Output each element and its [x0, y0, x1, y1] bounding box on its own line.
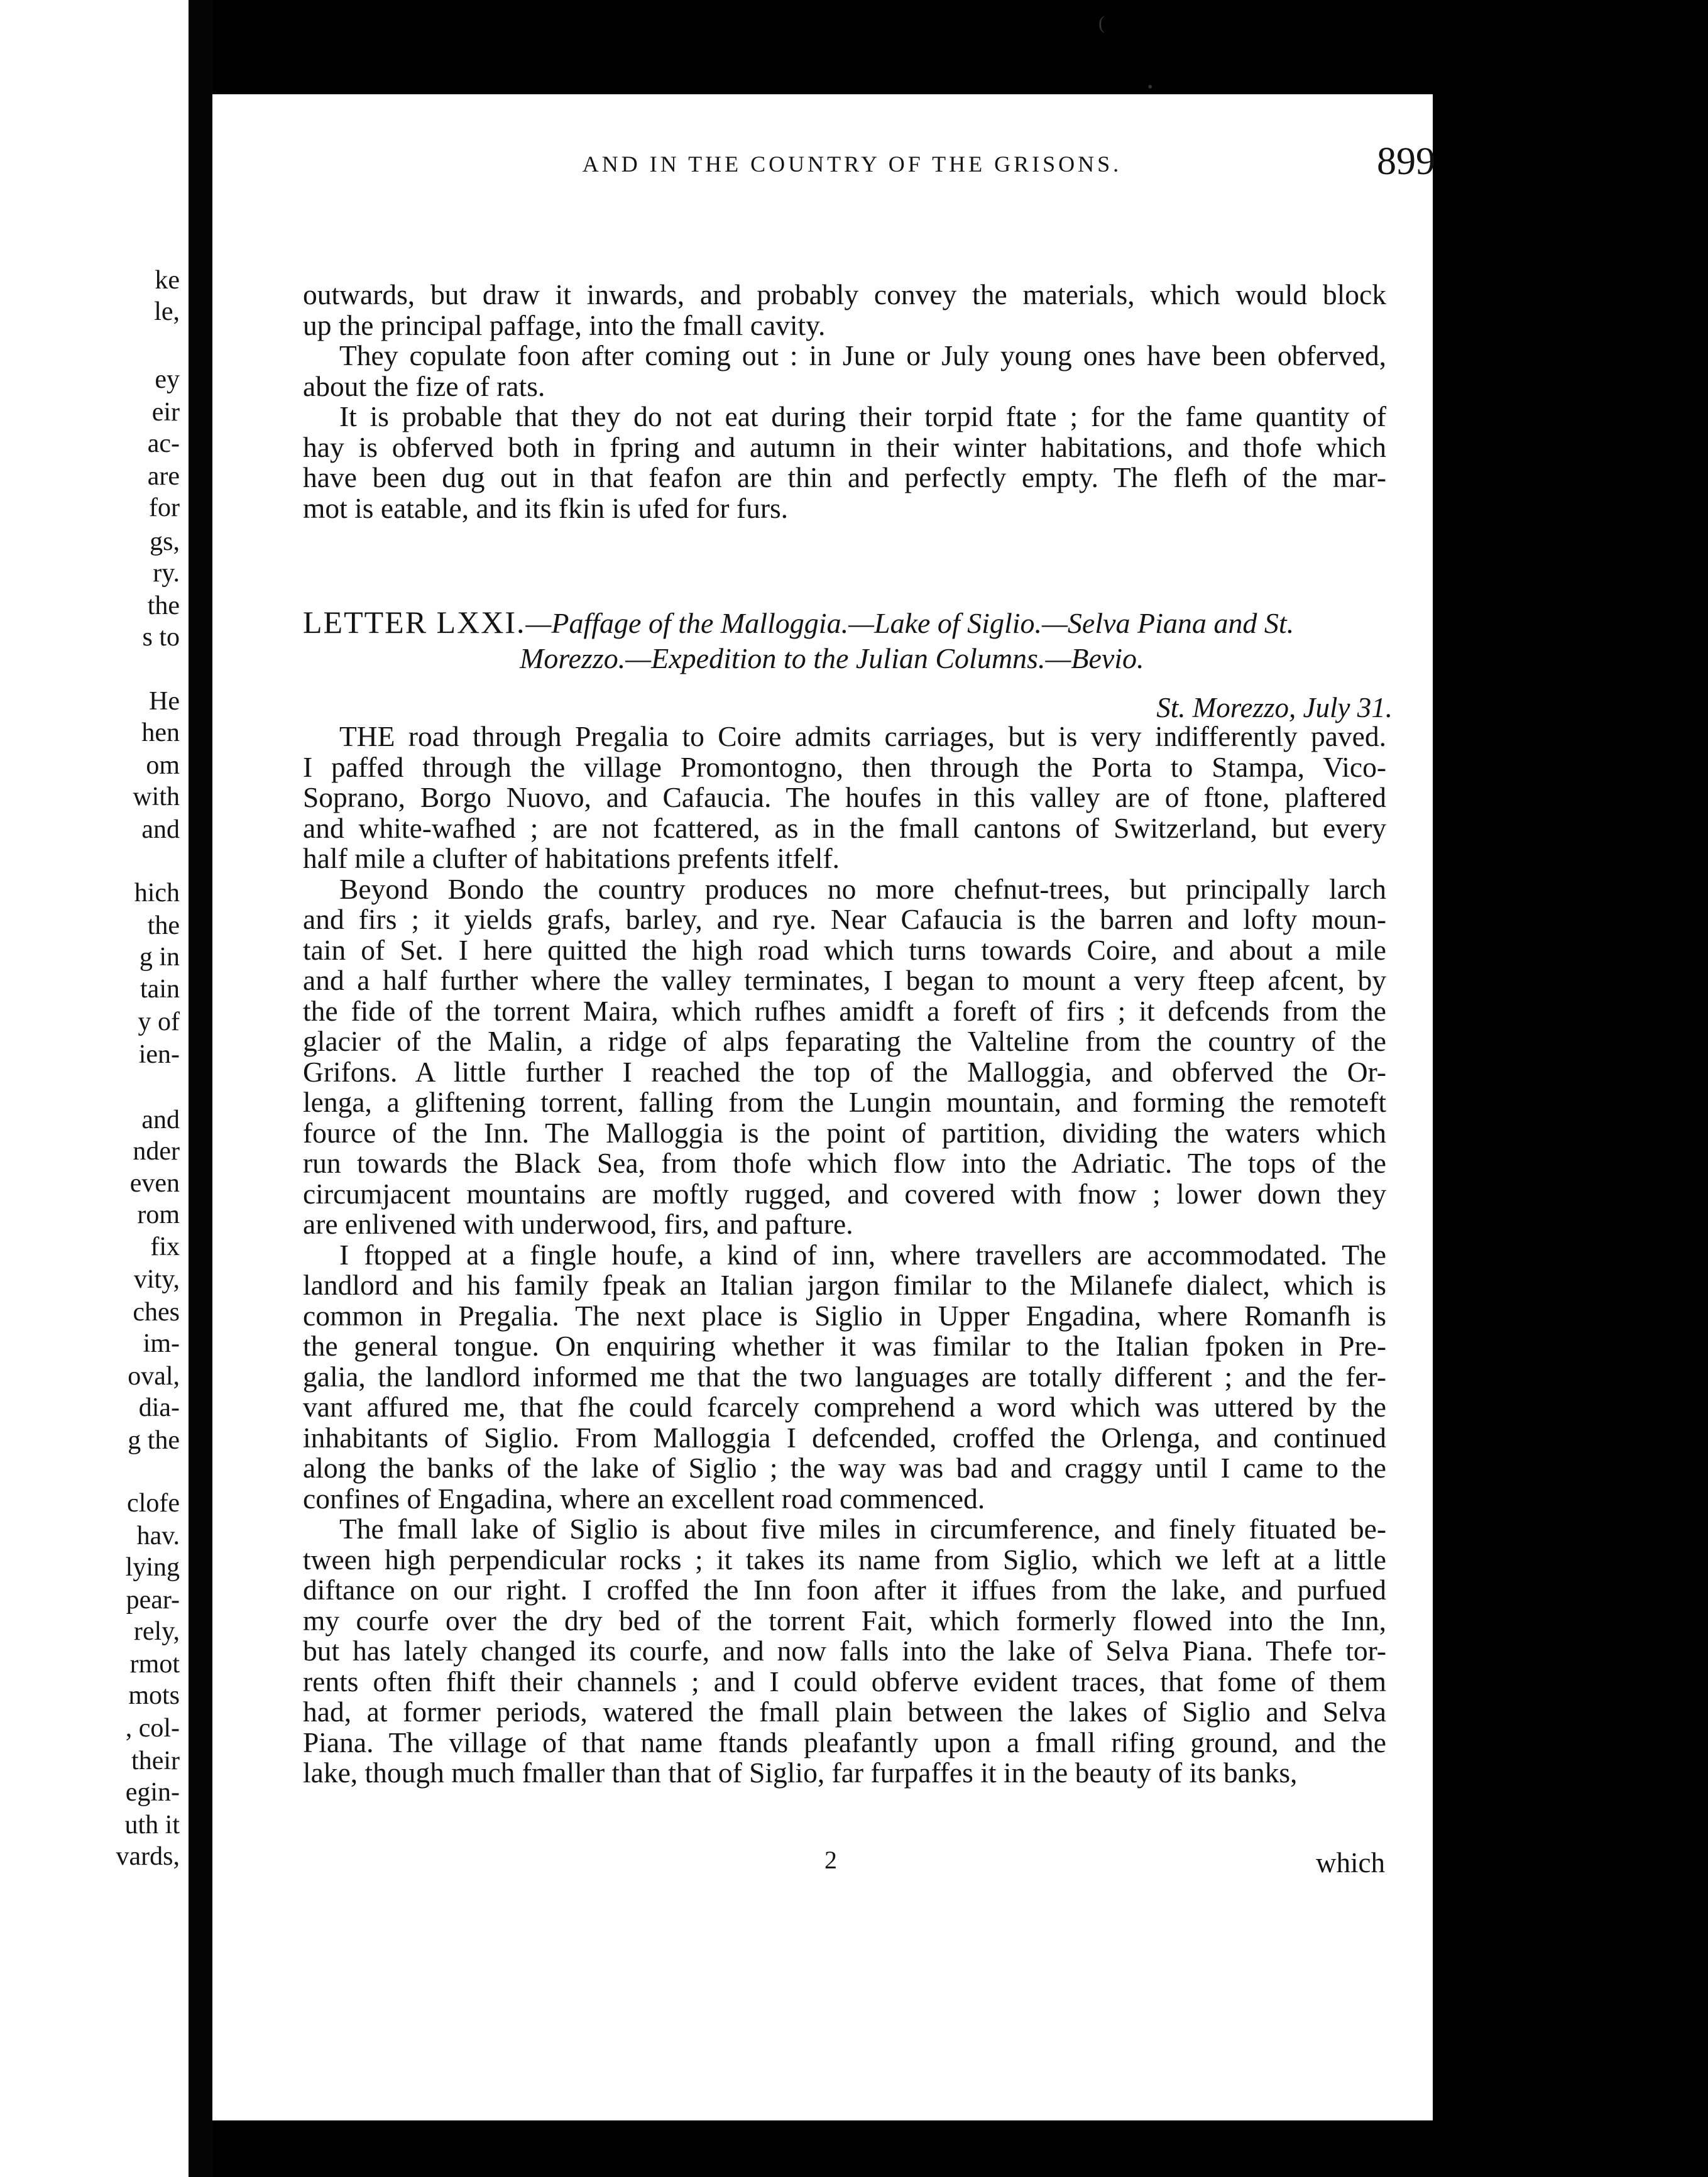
facing-page-line: the — [147, 591, 180, 620]
facing-page-line: rely, — [133, 1617, 180, 1646]
paragraph-first-line: It is probable that they do not eat during their torpid ftate ; for the fame quantity of — [339, 400, 1386, 432]
facing-page-line: eir — [151, 398, 180, 427]
text-line: diftance on our right. I croffed the Inn foon after it iffues from the lake, and purfued — [303, 1574, 1386, 1606]
letter-dateline: St. Morezzo, July 31. — [1156, 692, 1393, 723]
paragraph-first-line: I ftopped at a fingle houfe, a kind of inn, where travellers are accommodated. The — [339, 1238, 1386, 1271]
facing-page-line: dia- — [138, 1393, 180, 1422]
text-line: I paffed through the village Promontogno, then through the Porta to Stampa, Vico- — [303, 750, 1386, 783]
text-line: up the principal paffage, into the fmall cavity. — [303, 309, 826, 341]
text-line: Grifons. A little further I reached the top of the Malloggia, and obferved the Or- — [303, 1055, 1386, 1088]
text-line: landlord and his family fpeak an Italian jargon fimilar to the Milanefe dialect, which is — [303, 1269, 1386, 1301]
facing-page-line: tain — [140, 975, 180, 1004]
catchword: which — [1316, 1847, 1385, 1878]
facing-page-line: the — [147, 911, 180, 940]
text-line: Piana. The village of that name ftands pleafantly upon a fmall rifing ground, and the — [303, 1726, 1386, 1758]
facing-page-line: and — [141, 815, 180, 844]
facing-page-line: pear- — [126, 1586, 180, 1615]
facing-page-line: hich — [134, 879, 180, 908]
facing-page-fragment — [0, 0, 189, 2177]
facing-page-line: ry. — [153, 559, 180, 588]
facing-page-line: g in — [139, 943, 180, 972]
facing-page-line: vards, — [116, 1842, 180, 1871]
facing-page-line: le, — [154, 297, 180, 326]
paragraph-first-line: The fmall lake of Siglio is about five miles in circumference, and finely fituated be- — [339, 1513, 1386, 1545]
signature-mark: 2 — [824, 1846, 837, 1874]
running-head — [362, 140, 1443, 184]
text-line: about the fize of rats. — [303, 370, 545, 402]
facing-page-line: lying — [125, 1553, 180, 1582]
text-line: mot is eatable, and its fkin is ufed for furs. — [303, 491, 789, 524]
facing-page-line: hen — [141, 718, 180, 747]
text-line: vant affured me, that fhe could fcarcely comprehend a word which was uttered by the — [303, 1391, 1386, 1423]
text-line: common in Pregalia. The next place is Siglio in Upper Engadina, where Romanfh is — [303, 1299, 1386, 1332]
text-line: inhabitants of Siglio. From Malloggia I defcended, croffed the Orlenga, and continued — [303, 1421, 1386, 1454]
facing-page-line: even — [129, 1169, 180, 1198]
facing-page-line: rmot — [129, 1650, 180, 1679]
text-line: my courfe over the dry bed of the torrent Fait, which formerly flowed into the Inn, — [303, 1604, 1386, 1637]
text-line: run towards the Black Sea, from thofe which flow into the Adriatic. The tops of the — [303, 1147, 1386, 1179]
facing-page-line: y of — [138, 1007, 180, 1036]
facing-page-line: vity, — [133, 1265, 180, 1294]
facing-page-line: om — [146, 751, 180, 780]
facing-page-line: clofe — [127, 1489, 180, 1518]
facing-page-line: mots — [128, 1681, 180, 1710]
text-line: lenga, a gliftening torrent, falling from the Lungin mountain, and forming the remoteft — [303, 1086, 1386, 1118]
book-gutter — [189, 0, 212, 2177]
facing-page-line: are — [147, 462, 180, 491]
facing-page-line: uth it — [124, 1811, 180, 1840]
opening-text-block — [303, 280, 1386, 524]
facing-page-line: ches — [133, 1298, 180, 1327]
paragraph-first-line: They copulate foon after coming out : in June or July young ones have been obferved, — [339, 339, 1386, 371]
facing-page-line: their — [131, 1747, 180, 1775]
text-line: and white-wafhed ; are not fcattered, as in the fmall cantons of Switzerland, but every — [303, 811, 1386, 844]
letter-heading — [303, 603, 1386, 676]
letter-heading-line-2: Morezzo.—Expedition to the Julian Columns.—Bevio. — [520, 642, 1144, 674]
text-line: along the banks of the lake of Siglio ; the way was bad and craggy until I came to the — [303, 1452, 1386, 1484]
letter-number: LETTER LXXI. — [303, 605, 526, 640]
text-line: rents often fhift their channels ; and I could obferve evident traces, that fome of them — [303, 1665, 1386, 1697]
scan-speck: • — [1147, 79, 1153, 96]
paragraph-first-line: Beyond Bondo the country produces no more chefnut-trees, but principally larch — [339, 872, 1386, 905]
letter-body — [303, 721, 1386, 1789]
text-line: but has lately changed its courfe, and now falls into the lake of Selva Piana. Thefe tor- — [303, 1635, 1386, 1667]
facing-page-line: He — [149, 687, 180, 716]
facing-page-line: im- — [143, 1329, 180, 1358]
text-line: Soprano, Borgo Nuovo, and Cafaucia. The houfes in this valley are of ftone, plaftered — [303, 781, 1386, 813]
text-line: confines of Engadina, where an excellent road commenced. — [303, 1482, 985, 1515]
facing-page-line: egin- — [125, 1778, 180, 1807]
facing-page-line: fix — [150, 1232, 180, 1261]
text-line: fource of the Inn. The Malloggia is the point of partition, dividing the waters which — [303, 1116, 1386, 1149]
paragraph-first-line: outwards, but draw it inwards, and probably convey the materials, which would block — [303, 278, 1386, 310]
facing-page-line: ac- — [147, 429, 180, 458]
facing-page-line: , col- — [125, 1714, 180, 1743]
facing-page-line: hav. — [136, 1522, 180, 1550]
facing-page-line: for — [149, 493, 180, 522]
text-line: had, at former periods, watered the fmall plain between the lakes of Siglio and Selva — [303, 1696, 1386, 1728]
page-number: 899 — [1377, 140, 1435, 183]
facing-page-line: with — [133, 782, 180, 811]
facing-page-line: and — [141, 1105, 180, 1134]
text-line: half mile a clufter of habitations prefents itfelf. — [303, 842, 840, 874]
letter-heading-topics: —Paffage of the Malloggia.—Lake of Siglio.—Selva Piana and St. — [525, 607, 1295, 639]
text-line: lake, though much fmaller than that of Siglio, far furpaffes it in the beauty of its banks, — [303, 1757, 1298, 1789]
facing-page-line: rom — [137, 1200, 180, 1229]
text-line: the general tongue. On enquiring whether it was fimilar to the Italian fpoken in Pre- — [303, 1330, 1386, 1362]
facing-page-line: ke — [155, 266, 180, 295]
paragraph-first-line: THE road through Pregalia to Coire admits carriages, but is very indifferently paved. — [339, 720, 1386, 752]
text-line: hay is obferved both in fpring and autumn in their winter habitations, and thofe which — [303, 430, 1386, 463]
text-line: galia, the landlord informed me that the two languages are totally different ; and the fer- — [303, 1360, 1386, 1393]
text-line: circumjacent mountains are moftly rugged, and covered with fnow ; lower down they — [303, 1177, 1386, 1210]
facing-page-line: s to — [142, 623, 180, 652]
scan-speck: ( — [1098, 13, 1105, 33]
scan-background — [1433, 0, 1708, 2177]
facing-page-line: g the — [128, 1426, 180, 1455]
text-line: tween high perpendicular rocks ; it takes its name from Siglio, which we left at a little — [303, 1543, 1386, 1576]
text-line: tain of Set. I here quitted the high road which turns towards Coire, and about a mile — [303, 933, 1386, 966]
facing-page-line: oval, — [128, 1362, 180, 1391]
running-title: AND IN THE COUNTRY OF THE GRISONS. — [582, 151, 1122, 177]
text-line: glacier of the Malin, a ridge of alps feparating the Valteline from the country of the — [303, 1025, 1386, 1057]
facing-page-line: gs, — [150, 527, 180, 556]
text-line: and firs ; it yields grafs, barley, and rye. Near Cafaucia is the barren and lofty moun- — [303, 903, 1386, 935]
facing-page-line: ey — [155, 365, 180, 394]
facing-page-line: nder — [133, 1137, 180, 1166]
facing-page-line: ien- — [138, 1040, 180, 1069]
text-line: the fide of the torrent Maira, which rufhes amidft a foreft of firs ; it defcends from the — [303, 994, 1386, 1027]
text-line: have been dug out in that feafon are thin and perfectly empty. The flefh of the mar- — [303, 461, 1386, 493]
letter-heading-line-1 — [303, 603, 1386, 641]
text-line: are enlivened with underwood, firs, and pafture. — [303, 1208, 853, 1240]
text-line: and a half further where the valley terminates, I began to mount a very fteep afcent, by — [303, 964, 1386, 996]
